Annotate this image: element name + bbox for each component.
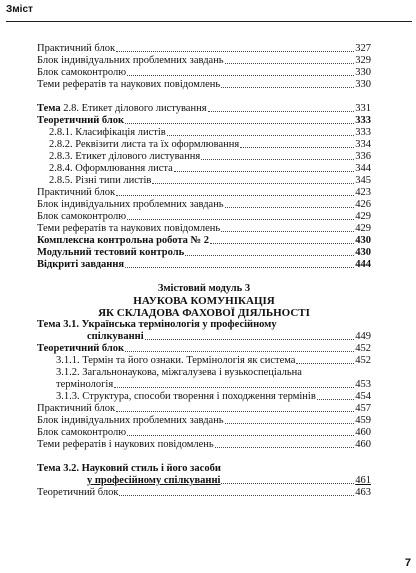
toc-entry[interactable]	[37, 343, 371, 355]
toc-entry-page: 333	[355, 115, 371, 126]
dot-leader	[221, 483, 354, 484]
toc-entry-title	[37, 103, 207, 115]
dot-leader	[210, 243, 354, 244]
toc-entry[interactable]	[37, 403, 371, 415]
toc-entry-title: Блок самоконтролю	[37, 67, 127, 78]
toc-entry[interactable]	[37, 235, 371, 247]
toc-entry-title: Блок самоконтролю	[37, 427, 127, 438]
toc-entry-title: 2.8.2. Реквізити листа та їх оформлювання	[49, 139, 240, 150]
toc-entry-title: Блок індивідуальних проблемних завдань	[37, 199, 224, 210]
toc-entry-title: 3.1.1. Термін та його ознаки. Термінологія як система	[56, 355, 296, 366]
toc-entry-title: Практичний блок	[37, 403, 116, 414]
dot-leader	[114, 387, 354, 388]
dot-leader	[127, 435, 354, 436]
toc-topic-3-2[interactable]	[37, 463, 371, 487]
toc-entry-page: 429	[355, 211, 371, 222]
toc-entry-page: 461	[355, 475, 371, 486]
toc-entry-title: 2.8.4. Оформлювання листа	[49, 163, 173, 174]
toc-entry-title: Модульний тестовий контроль	[37, 247, 185, 258]
toc-entry-page: 330	[355, 79, 371, 90]
toc-entry-last-line	[37, 475, 371, 487]
dot-leader	[317, 399, 354, 400]
dot-leader	[225, 207, 355, 208]
toc-entry-page: 327	[355, 43, 371, 54]
dot-leader	[116, 411, 354, 412]
toc-entry[interactable]	[37, 247, 371, 259]
dot-leader	[221, 231, 354, 232]
dot-leader	[201, 159, 354, 160]
toc-entry-page: 430	[355, 247, 371, 258]
toc-entry-title: Блок самоконтролю	[37, 211, 127, 222]
toc-entry[interactable]	[37, 79, 371, 91]
toc-subentry[interactable]	[37, 175, 371, 187]
topic-title: 2.8. Етикет ділового листування	[60, 103, 207, 114]
toc-subentry[interactable]	[37, 391, 371, 403]
toc-entry[interactable]	[37, 55, 371, 67]
toc-entry-last-line	[56, 379, 371, 391]
toc-entry-page: 345	[355, 175, 371, 186]
toc-entry-page: 344	[355, 163, 371, 174]
dot-leader	[125, 351, 354, 352]
dot-leader	[145, 339, 355, 340]
toc-entry[interactable]	[37, 439, 371, 451]
toc-entry-page: 333	[355, 127, 371, 138]
module-title-line: ЯК СКЛАДОВА ФАХОВОЇ ДІЯЛЬНОСТІ	[98, 307, 310, 319]
topic-title-line: Тема 3.2. Науковий стиль і його засоби	[37, 463, 221, 474]
module-title	[37, 295, 371, 319]
toc-entry-page: 449	[355, 331, 371, 342]
toc-entry-page: 452	[355, 343, 371, 354]
toc-entry-title: Комплексна контрольна робота № 2	[37, 235, 209, 246]
toc-entry-title: 2.8.1. Класифікація листів	[49, 127, 166, 138]
toc-topic-3-1[interactable]	[37, 319, 371, 343]
toc-entry-page: 423	[355, 187, 371, 198]
dot-leader	[127, 75, 354, 76]
toc-entry-title: Практичний блок	[37, 43, 116, 54]
toc-entry-page: 454	[355, 391, 371, 402]
dot-leader	[119, 495, 354, 496]
toc-entry-title: Теоретичний блок	[37, 343, 125, 354]
toc-entry[interactable]	[37, 427, 371, 439]
toc-entry-page: 426	[355, 199, 371, 210]
toc-entry-title: 2.8.5. Різні типи листів	[49, 175, 152, 186]
toc-entry-title: 2.8.3. Етикет ділового листування	[49, 151, 201, 162]
toc-entry[interactable]	[37, 187, 371, 199]
toc-entry-page: 429	[355, 223, 371, 234]
toc-entry-page: 460	[355, 439, 371, 450]
module-label: Змістовий модуль 3	[157, 283, 251, 294]
toc-entry-page: 331	[355, 103, 371, 114]
dot-leader	[174, 171, 354, 172]
module-title-line: НАУКОВА КОМУНІКАЦІЯ	[133, 295, 275, 307]
toc-entry-title: Блок індивідуальних проблемних завдань	[37, 415, 224, 426]
toc-entry-title: Практичний блок	[37, 187, 116, 198]
toc-entry-title: Теоретичний блок	[37, 115, 125, 126]
toc-entry[interactable]	[37, 259, 371, 271]
page-number: 7	[404, 557, 411, 569]
dot-leader	[208, 111, 355, 112]
toc-entry[interactable]	[37, 67, 371, 79]
dot-leader	[116, 195, 354, 196]
header-rule	[6, 21, 412, 22]
toc-entry-title: Теми рефератів та наукових повідомлень	[37, 79, 221, 90]
toc-subentry[interactable]	[37, 163, 371, 175]
toc-entry[interactable]	[37, 487, 371, 499]
toc-entry-page: 334	[355, 139, 371, 150]
dot-leader	[296, 363, 354, 364]
topic-label: Тема	[37, 103, 61, 114]
dot-leader	[167, 135, 355, 136]
toc-entry-page: 329	[355, 55, 371, 66]
topic-title-line: у професійному спілкуванні	[87, 475, 221, 486]
toc-entry-page: 452	[355, 355, 371, 366]
toc-entry-title: Блок індивідуальних проблемних завдань	[37, 55, 224, 66]
dot-leader	[185, 255, 354, 256]
toc-entry-page: 460	[355, 427, 371, 438]
toc-entry-page: 453	[355, 379, 371, 390]
toc-subentry[interactable]	[37, 127, 371, 139]
dot-leader	[240, 147, 354, 148]
toc-entry[interactable]	[37, 223, 371, 235]
toc-subentry[interactable]	[37, 355, 371, 367]
running-head: Зміст	[6, 4, 33, 15]
toc-entry[interactable]	[37, 415, 371, 427]
dot-leader	[152, 183, 354, 184]
dot-leader	[221, 87, 354, 88]
toc-entry-title: 3.1.3. Структура, способи творення і походження термінів	[56, 391, 316, 402]
toc-entry-page: 463	[355, 487, 371, 498]
toc-subentry[interactable]	[37, 139, 371, 151]
topic-title-line: Тема 3.1. Українська термінологія у професійному	[37, 319, 277, 330]
toc-entry-title: Теми рефератів і наукових повідомлень	[37, 439, 214, 450]
dot-leader	[225, 63, 355, 64]
toc-entry[interactable]	[37, 43, 371, 55]
toc-entry-title: Теоретичний блок	[37, 487, 119, 498]
toc-entry-title: Відкриті завдання	[37, 259, 125, 270]
toc-subentry[interactable]	[37, 151, 371, 163]
toc-topic-2-8[interactable]	[37, 103, 371, 115]
dot-leader	[127, 219, 354, 220]
toc-entry[interactable]	[37, 115, 371, 127]
toc-entry-page: 430	[355, 235, 371, 246]
toc-entry-page: 330	[355, 67, 371, 78]
toc-entry-page: 457	[355, 403, 371, 414]
table-of-contents	[37, 43, 371, 499]
dot-leader	[125, 123, 354, 124]
dot-leader	[125, 267, 354, 268]
toc-entry-last-line	[37, 331, 371, 343]
toc-entry-page: 336	[355, 151, 371, 162]
toc-entry[interactable]	[37, 199, 371, 211]
toc-entry-title: Теми рефератів та наукових повідомлень	[37, 223, 221, 234]
topic-title-line: спілкуванні	[87, 331, 144, 342]
dot-leader	[225, 423, 355, 424]
toc-entry-title: 3.1.2. Загальнонаукова, міжгалузева і вузькоспеціальна	[56, 367, 302, 378]
toc-entry-title-cont: термінологія	[56, 379, 114, 390]
toc-entry[interactable]	[37, 211, 371, 223]
dot-leader	[215, 447, 355, 448]
toc-entry-page: 444	[355, 259, 371, 270]
dot-leader	[116, 51, 354, 52]
toc-subentry[interactable]	[37, 367, 371, 391]
toc-entry-page: 459	[355, 415, 371, 426]
